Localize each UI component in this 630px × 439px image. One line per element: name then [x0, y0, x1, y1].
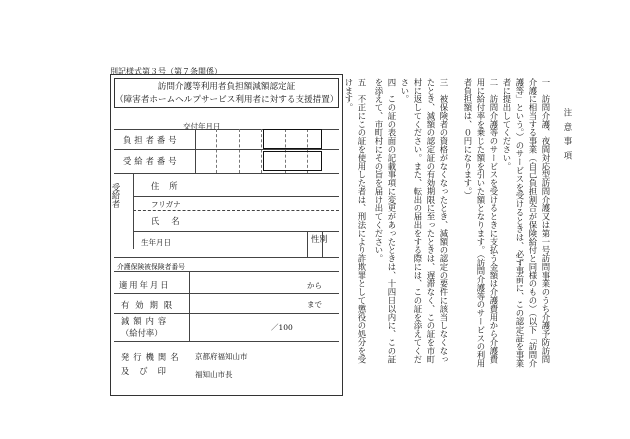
- birthdate-label: 生年月日: [141, 238, 171, 247]
- issuer-mayor: 福知山市長: [195, 370, 233, 379]
- reduction-certificate-card: [110, 74, 343, 396]
- row-divider: [114, 313, 339, 314]
- recipient-number-box: [263, 151, 322, 171]
- row-divider: [114, 341, 339, 342]
- furigana-label: フリガナ: [151, 200, 181, 209]
- insured-number-label: 介護保険被保険者番号: [117, 263, 185, 271]
- reduction-label: 減額内容: [121, 316, 171, 326]
- column-divider: [322, 231, 323, 257]
- issuer-label: 発行機関名: [121, 352, 183, 362]
- from-text: から: [307, 281, 322, 290]
- digit-divider: [239, 129, 240, 173]
- reduction-sublabel: （給付率）: [121, 328, 163, 338]
- rate-value: ／100: [271, 323, 293, 332]
- column-divider: [133, 173, 134, 249]
- certificate-title-box: [114, 78, 339, 108]
- certificate-subtitle: （障害者ホームヘルプサービス利用者に対する支援措置）: [115, 95, 339, 105]
- sex-label: 性別: [311, 234, 328, 244]
- row-divider: [114, 149, 339, 150]
- row-divider: [114, 293, 339, 294]
- note-item-3: 三 被保険者の資格がなくなったとき、減額の認定の要件に該当しなくなったとき、減額の認定証の有効期限に至ったときは、遅滞なく、この証を市町村に返してください。また、転出の届出をする際には、この証を添えてください。: [400, 78, 449, 364]
- digit-divider: [261, 129, 262, 173]
- recipient-number-label: 受給者番号: [123, 156, 180, 166]
- column-divider: [189, 271, 190, 341]
- issue-date-label: 交付年月日: [183, 122, 221, 131]
- recipient-group-label: 受給者: [111, 183, 121, 208]
- address-label: 住所: [151, 181, 188, 191]
- note-item-2: 二 訪問介護等のサービスを受けるときに支払う金額は介護費用から介護費用に給付率を乗じた額を引いた額となります。（訪問介護等のサービスの利用者負担額は、０円になります。）: [463, 78, 499, 368]
- payer-number-label: 負担者番号: [123, 135, 180, 145]
- note-item-1: 一 訪問介護、夜間対応型訪問介護又は第一号訪問事業のうち介護予防訪問介護に相当する事業（自己負担割合が保険給付と同様のもの）（以下「訪問介護等」という。）のサービスを受けるときは、必ず事前に、この認定証を事業者に提出してください。: [502, 78, 551, 368]
- row-divider: [133, 210, 339, 211]
- applicable-date-label: 適用年月日: [119, 280, 171, 290]
- issuer-seal-label: 及び印: [121, 366, 176, 376]
- column-divider: [307, 231, 308, 257]
- row-divider: [114, 257, 339, 258]
- document-label: 別記様式第３号（第７条関係）: [110, 67, 222, 76]
- row-divider: [133, 196, 339, 197]
- valid-period-label: 有効期限: [121, 300, 179, 310]
- name-label: 氏名: [151, 216, 192, 226]
- until-text: まで: [307, 300, 322, 309]
- notes-heading: 注意事項: [563, 108, 573, 166]
- digit-divider: [216, 129, 217, 173]
- notes-section: [344, 78, 578, 378]
- payer-number-box: [263, 129, 322, 149]
- certificate-title: 訪問介護等利用者負担額減額認定証: [157, 82, 296, 92]
- issuer-city: 京都府福知山市: [195, 352, 248, 361]
- row-divider: [133, 231, 339, 232]
- row-divider: [114, 173, 339, 174]
- row-divider: [114, 271, 339, 272]
- column-divider: [195, 129, 196, 173]
- note-item-4: 四 この証の表面の記載事項に変更があったときは、十四日以内に、この証を添えて、市町村にその旨を届け出てください。: [374, 78, 397, 364]
- note-item-5: 五 不正にこの証を使用した者は、刑法により詐欺罪として懲役の処分を受けます。: [344, 78, 367, 364]
